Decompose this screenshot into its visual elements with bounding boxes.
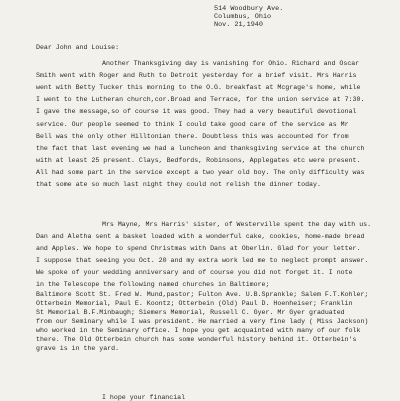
body-line: We spoke of your wedding anniversary and of course you did not forget it. I note (36, 269, 353, 276)
body-line: I suppose that seeing you Oct. 20 and my extra work led me to neglect prompt answer. (36, 257, 369, 264)
body-line: the fact that last evening we had a luncheon and thanksgiving service at the church (36, 145, 365, 152)
body-line: I hope your financial (102, 394, 186, 401)
body-line: Mrs Mayne, Mrs Harris' sister, of Westerville spent the day with us. (102, 221, 372, 228)
body-line: from our Seminary while I was president. He married a very fine lady ( Miss Jackson) (36, 318, 369, 325)
salutation: Dear John and Louise: (36, 44, 120, 51)
body-line: I gave the message,so of course it was good. They had a very beautiful devotional (36, 108, 357, 115)
body-line: Otterbein Memorial, Paul E. Koontz; Otterbein (Old) Paul D. Hoenheiser; Franklin (36, 300, 353, 307)
body-line: Smith went with Roger and Ruth to Detroit yesterday for a brief visit. Mrs Harris (36, 72, 357, 79)
address-city: Columbus, Ohio (214, 13, 272, 21)
body-line: All had some part in the service except a two year old boy. The only difficulty was (36, 169, 365, 176)
body-line: I went to the Lutheran church,cor.Broad and Terrace, for the union service at 7:30. (36, 96, 365, 103)
body-line: grave is in the yard. (36, 345, 120, 352)
body-line: St Memorial B.F.Minbaugh; Siemers Memorial, Russell C. Gyer. Mr Gyer graduated (36, 309, 345, 316)
body-line: service. Our people seemed to think I could take good care of the service as Mr (36, 121, 349, 128)
body-line: Baltimore Scott St. Fred W. Mund,pastor; Fulton Ave. U.B.Sprankle; Salem F.T.Kohler; (36, 291, 369, 298)
body-line: went with Betty Tucker this morning to the O.G. breakfast at Mcgrage's home, while (36, 84, 361, 91)
body-line: with at least 25 present. Clays, Bedfords, Robinsons, Applegates etc were present. (36, 157, 361, 164)
body-line: in the Telescope the following named churches in Baltimore; (36, 281, 270, 288)
letter-date: Nov. 21,1940 (214, 21, 263, 29)
body-line: there. The Old Otterbein church has some wonderful history behind it. Otterbein's (36, 336, 357, 343)
body-line: Dan and Aletha sent a basket loaded with a wonderful cake, cookies, home-made bread (36, 233, 365, 240)
address-street: 514 Woodbury Ave. (214, 5, 284, 13)
body-line: and Apples. We hope to spend Christmas with Dans at Oberlin. Glad for your letter. (36, 245, 361, 252)
body-line: that some ate so much last night they could not relish the dinner today. (36, 181, 321, 188)
body-line: Bell was the only other Hilltonian there. Doubtless this was accounted for from (36, 133, 349, 140)
body-line: who worked in the Seminary office. I hope you get acquainted with many of our folk (36, 327, 361, 334)
body-line: Another Thanksgiving day is vanishing for Ohio. Richard and Oscar (102, 60, 360, 67)
